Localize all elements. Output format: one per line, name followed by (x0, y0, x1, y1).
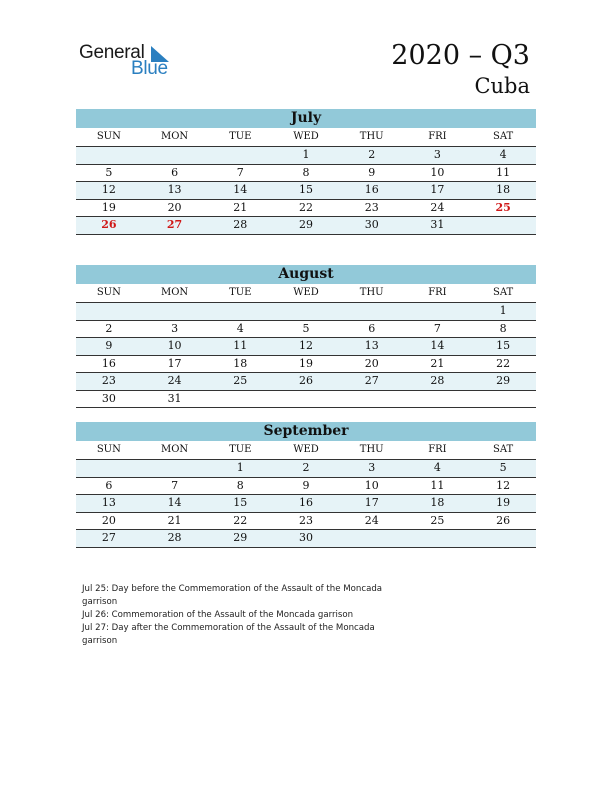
day-cell: 30 (364, 218, 379, 231)
weekday-label: TUE (229, 444, 252, 455)
day-cell: 12 (496, 478, 511, 492)
day-cell: 25 (430, 513, 445, 527)
day-cell: 1 (499, 304, 507, 317)
day-cell (405, 530, 471, 547)
month-september (76, 422, 536, 548)
day-cell: 27 (166, 218, 183, 231)
day-cell: 29 (298, 218, 313, 231)
week-row (76, 200, 536, 218)
day-cell: 19 (496, 496, 511, 509)
day-cell: 7 (433, 321, 441, 335)
day-cell: 14 (167, 496, 182, 509)
day-cell: 31 (167, 391, 182, 405)
week-row (76, 147, 536, 165)
day-cell (405, 391, 471, 408)
day-cell: 4 (433, 461, 441, 474)
day-cell: 16 (364, 183, 379, 196)
day-cell: 21 (430, 356, 445, 370)
day-cell: 2 (368, 148, 376, 161)
logo-general-text: General (79, 42, 145, 63)
day-cell (76, 303, 142, 320)
day-cell: 30 (298, 531, 313, 544)
week-row (76, 373, 536, 391)
week-row (76, 460, 536, 478)
day-cell: 22 (298, 200, 313, 214)
day-cell: 12 (298, 339, 313, 352)
week-row (76, 303, 536, 321)
holiday-note: Jul 26: Commemoration of the Assault of the Moncada garrison (82, 610, 354, 620)
day-cell (142, 460, 208, 477)
day-cell: 20 (167, 200, 182, 214)
weekday-label: WED (293, 131, 319, 142)
day-cell: 6 (105, 478, 113, 492)
day-cell (339, 391, 405, 408)
weekday-label: WED (293, 444, 319, 455)
day-cell: 17 (167, 356, 182, 370)
day-cell: 6 (368, 321, 376, 335)
day-cell: 3 (433, 148, 441, 161)
weekday-label: MON (160, 131, 189, 142)
day-cell (76, 147, 142, 164)
day-cell: 9 (302, 478, 310, 492)
weekday-row (76, 284, 536, 303)
day-cell: 31 (430, 218, 445, 231)
day-cell: 10 (167, 339, 182, 352)
day-cell: 28 (233, 218, 248, 231)
day-cell: 13 (101, 496, 116, 509)
weekday-label: WED (293, 287, 319, 298)
day-cell: 18 (430, 496, 445, 509)
day-cell: 3 (368, 461, 376, 474)
weekday-label: FRI (428, 287, 447, 298)
week-row (76, 495, 536, 513)
day-cell (207, 303, 273, 320)
weeks (76, 303, 536, 408)
day-cell: 10 (364, 478, 379, 492)
day-cell: 26 (101, 218, 117, 231)
day-cell (76, 460, 142, 477)
month-july (76, 109, 536, 235)
day-cell: 14 (430, 339, 445, 352)
day-cell: 1 (236, 461, 244, 474)
day-cell: 24 (364, 513, 379, 527)
day-cell: 17 (430, 183, 445, 196)
week-row (76, 165, 536, 183)
day-cell: 9 (368, 165, 376, 179)
day-cell: 16 (101, 356, 116, 370)
day-cell: 8 (302, 165, 310, 179)
weeks (76, 147, 536, 235)
weeks (76, 460, 536, 548)
day-cell: 28 (430, 374, 445, 387)
day-cell (142, 303, 208, 320)
weekday-label: SUN (96, 287, 121, 298)
day-cell: 24 (430, 200, 445, 214)
month-title: August (76, 265, 536, 284)
day-cell: 28 (167, 531, 182, 544)
day-cell: 2 (105, 321, 113, 335)
day-cell: 18 (496, 183, 511, 196)
day-cell: 27 (364, 374, 379, 387)
day-cell: 5 (302, 321, 310, 335)
week-row (76, 391, 536, 409)
day-cell (405, 303, 471, 320)
day-cell: 19 (101, 200, 116, 214)
weekday-label: SUN (96, 444, 121, 455)
day-cell: 25 (233, 374, 248, 387)
logo-blue-text: Blue (131, 58, 168, 79)
day-cell (470, 530, 536, 547)
day-cell: 4 (499, 148, 507, 161)
day-cell: 27 (101, 531, 116, 544)
day-cell: 12 (101, 183, 116, 196)
day-cell: 20 (101, 513, 116, 527)
day-cell: 11 (233, 339, 248, 352)
weekday-label: THU (359, 131, 384, 142)
day-cell: 13 (167, 183, 182, 196)
week-row (76, 513, 536, 531)
day-cell: 5 (499, 461, 507, 474)
holiday-notes (82, 583, 412, 648)
weekday-label: SAT (493, 131, 514, 142)
day-cell: 15 (496, 339, 511, 352)
weekday-label: TUE (229, 131, 252, 142)
day-cell: 22 (233, 513, 248, 527)
day-cell: 22 (496, 356, 511, 370)
day-cell: 29 (496, 374, 511, 387)
week-row (76, 321, 536, 339)
day-cell: 17 (364, 496, 379, 509)
logo (79, 42, 189, 82)
day-cell: 15 (298, 183, 313, 196)
weekday-label: MON (160, 287, 189, 298)
country-name: Cuba (474, 74, 530, 98)
weekday-label: SAT (493, 287, 514, 298)
day-cell: 30 (101, 391, 116, 405)
weekday-label: THU (359, 444, 384, 455)
weekday-label: THU (359, 287, 384, 298)
day-cell: 7 (236, 165, 244, 179)
page-title: 2020 – Q3 (391, 40, 530, 71)
day-cell: 20 (364, 356, 379, 370)
day-cell: 26 (496, 513, 511, 527)
day-cell (273, 391, 339, 408)
day-cell (273, 303, 339, 320)
week-row (76, 182, 536, 200)
weekday-label: SAT (493, 444, 514, 455)
day-cell: 29 (233, 531, 248, 544)
weekday-row (76, 441, 536, 460)
day-cell: 11 (496, 165, 511, 179)
day-cell: 18 (233, 356, 248, 370)
day-cell: 11 (430, 478, 445, 492)
week-row (76, 478, 536, 496)
day-cell: 19 (298, 356, 313, 370)
day-cell: 23 (101, 374, 116, 387)
holiday-note: Jul 27: Day after the Commemoration of the Assault of the Moncada garrison (82, 623, 375, 646)
day-cell: 6 (171, 165, 179, 179)
month-august (76, 265, 536, 408)
day-cell: 5 (105, 165, 113, 179)
day-cell: 2 (302, 461, 310, 474)
month-title: September (76, 422, 536, 441)
day-cell: 1 (302, 148, 310, 161)
day-cell: 14 (233, 183, 248, 196)
weekday-label: FRI (428, 131, 447, 142)
weekday-label: MON (160, 444, 189, 455)
day-cell: 21 (167, 513, 182, 527)
day-cell (339, 530, 405, 547)
day-cell (207, 147, 273, 164)
day-cell: 26 (298, 374, 313, 387)
day-cell (142, 147, 208, 164)
day-cell (339, 303, 405, 320)
day-cell: 9 (105, 339, 113, 352)
day-cell: 13 (364, 339, 379, 352)
day-cell (470, 391, 536, 408)
day-cell (470, 217, 536, 234)
day-cell: 10 (430, 165, 445, 179)
weekday-label: TUE (229, 287, 252, 298)
day-cell: 8 (236, 478, 244, 492)
month-title: July (76, 109, 536, 128)
day-cell: 3 (171, 321, 179, 335)
week-row (76, 338, 536, 356)
week-row (76, 530, 536, 548)
day-cell: 4 (236, 321, 244, 335)
day-cell: 24 (167, 374, 182, 387)
day-cell: 8 (499, 321, 507, 335)
weekday-row (76, 128, 536, 147)
day-cell: 21 (233, 200, 248, 214)
weekday-label: SUN (96, 131, 121, 142)
day-cell: 15 (233, 496, 248, 509)
week-row (76, 356, 536, 374)
weekday-label: FRI (428, 444, 447, 455)
day-cell: 16 (298, 496, 313, 509)
day-cell: 23 (364, 200, 379, 214)
holiday-note: Jul 25: Day before the Commemoration of the Assault of the Moncada garrison (82, 584, 383, 607)
day-cell: 7 (171, 478, 179, 492)
day-cell: 23 (298, 513, 313, 527)
day-cell (207, 391, 273, 408)
day-cell: 25 (495, 200, 511, 214)
week-row (76, 217, 536, 235)
